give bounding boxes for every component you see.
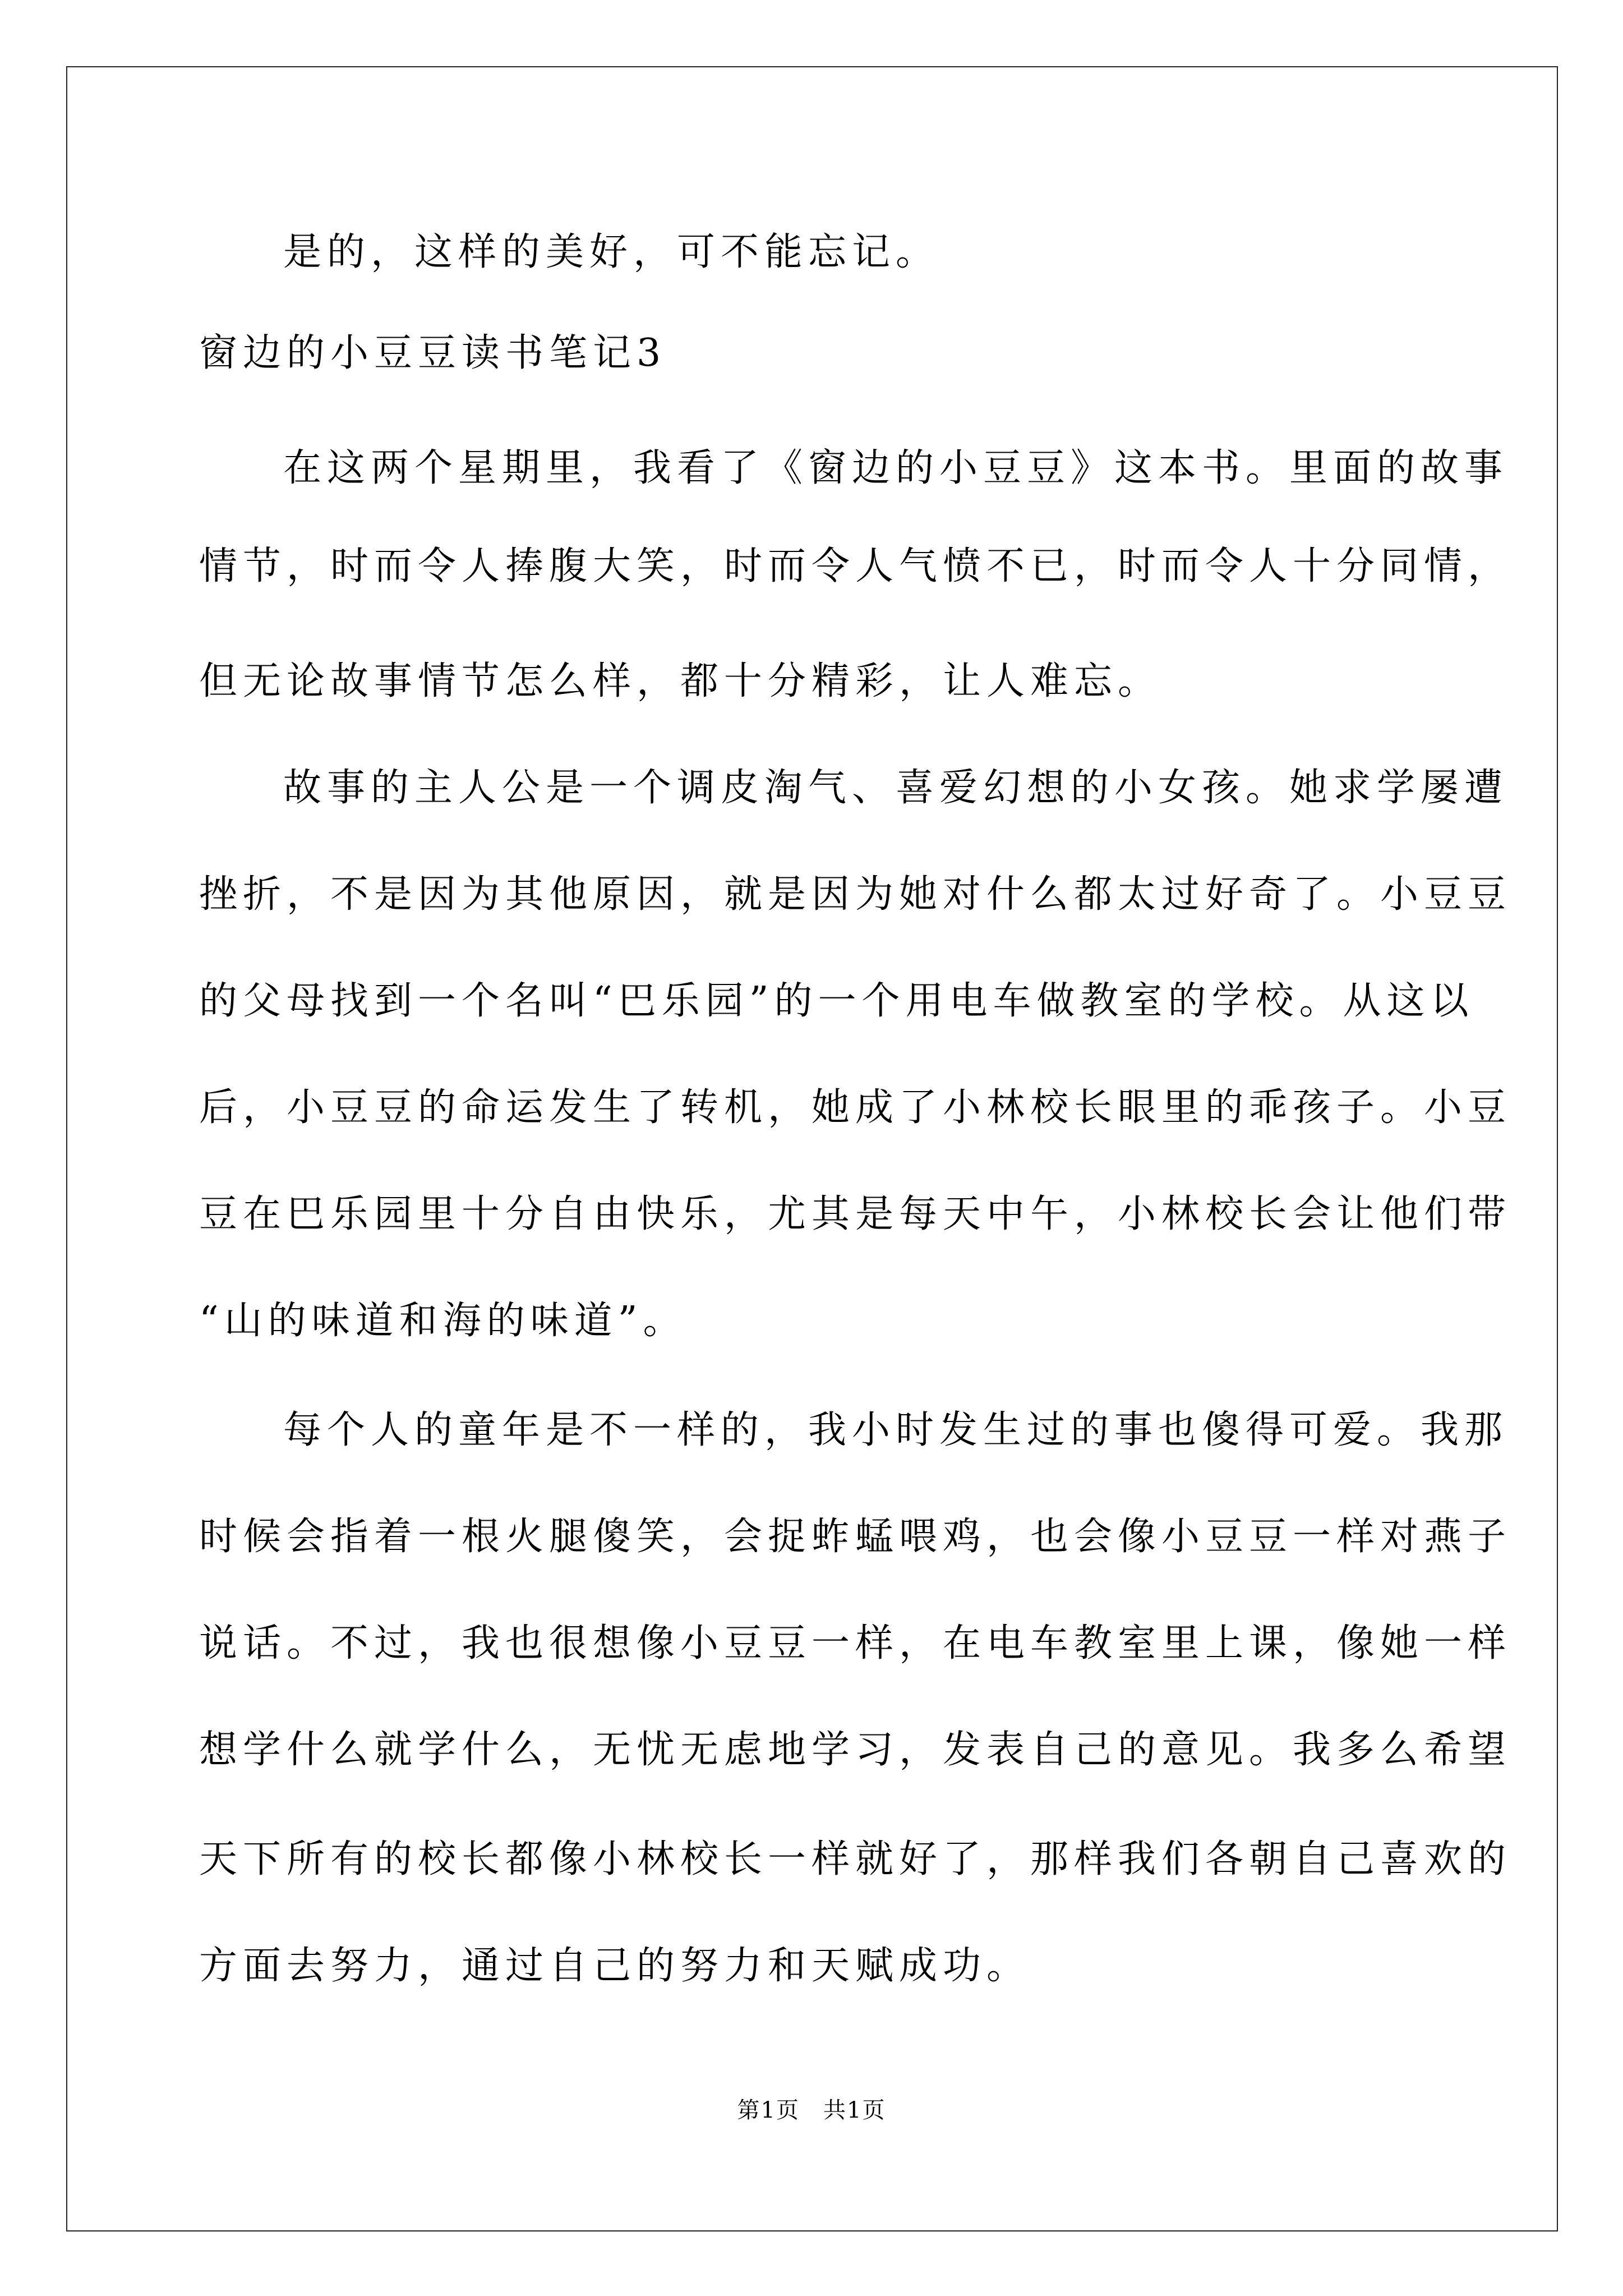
text-line: 豆在巴乐园里十分自由快乐，尤其是每天中午，小林校长会让他们带 bbox=[199, 1192, 1512, 1236]
text-line: 时候会指着一根火腿傻笑，会捉蚱蜢喂鸡，也会像小豆豆一样对燕子 bbox=[199, 1515, 1512, 1559]
text-line: 故事的主人公是一个调皮淘气、喜爱幻想的小女孩。她求学屡遭 bbox=[283, 766, 1509, 810]
text-line: 方面去努力，通过自己的努力和天赋成功。 bbox=[199, 1944, 1031, 1988]
section-title: 窗边的小豆豆读书笔记3 bbox=[199, 331, 667, 375]
text-line: 说话。不过，我也很想像小豆豆一样，在电车教室里上课，像她一样 bbox=[199, 1621, 1512, 1665]
text-line: 天下所有的校长都像小林校长一样就好了，那样我们各朝自己喜欢的 bbox=[199, 1837, 1512, 1881]
page-border bbox=[66, 66, 1558, 2231]
text-line: 每个人的童年是不一样的，我小时发生过的事也傻得可爱。我那 bbox=[283, 1408, 1509, 1452]
text-line: 挫折，不是因为其他原因，就是因为她对什么都太过好奇了。小豆豆 bbox=[199, 872, 1512, 917]
text-line: “山的味道和海的味道”。 bbox=[199, 1299, 687, 1343]
text-line: 是的，这样的美好，可不能忘记。 bbox=[283, 230, 940, 274]
text-line: 想学什么就学什么，无忧无虑地学习，发表自己的意见。我多么希望 bbox=[199, 1728, 1512, 1772]
text-line: 后，小豆豆的命运发生了转机，她成了小林校长眼里的乖孩子。小豆 bbox=[199, 1085, 1512, 1130]
page-footer: 第1页 共1页 bbox=[737, 2097, 886, 2123]
text-line: 在这两个星期里，我看了《窗边的小豆豆》这本书。里面的故事 bbox=[283, 446, 1509, 490]
text-line: 情节，时而令人捧腹大笑，时而令人气愤不已，时而令人十分同情， bbox=[199, 544, 1512, 588]
text-line: 的父母找到一个名叫“巴乐园”的一个用电车做教室的学校。从这以 bbox=[199, 979, 1474, 1023]
text-line: 但无论故事情节怎么样，都十分精彩，让人难忘。 bbox=[199, 659, 1162, 703]
